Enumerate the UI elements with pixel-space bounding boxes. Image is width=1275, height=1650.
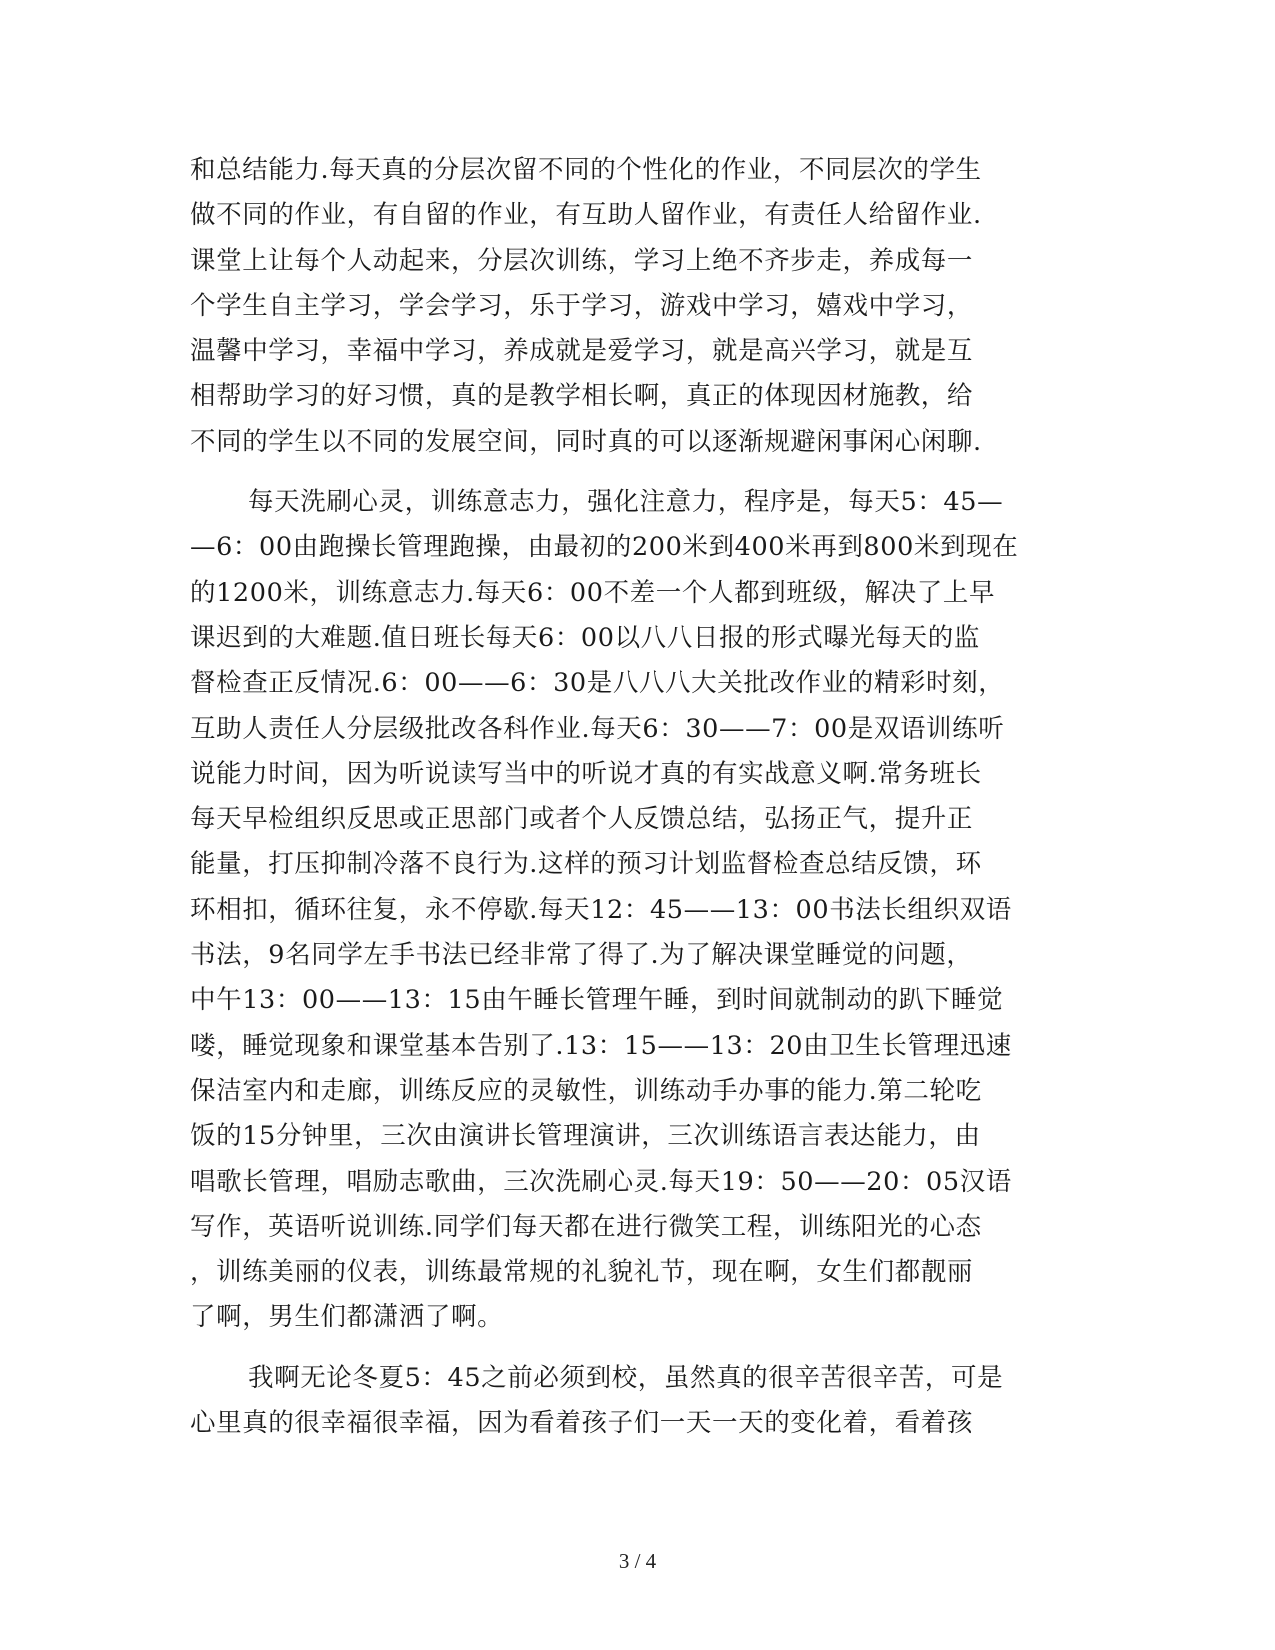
text-line: 饭的15分钟里，三次由演讲长管理演讲，三次训练语言表达能力，由 (190, 1121, 981, 1152)
text-line: 心里真的很幸福很幸福，因为看着孩子们一天一天的变化着，看着孩 (190, 1408, 974, 1439)
text-line: 互助人责任人分层级批改各科作业.每天6：30——7：00是双语训练听 (190, 713, 1005, 744)
paragraph-spacer (190, 465, 1070, 480)
text-line: 了啊，男生们都潇洒了啊。 (190, 1302, 504, 1333)
text-line: 做不同的作业，有自留的作业，有互助人留作业，有责任人给留作业. (190, 200, 982, 231)
body-text (190, 148, 1070, 1446)
text-line: 每天洗刷心灵，训练意志力，强化注意力，程序是，每天5：45— (248, 487, 1004, 518)
text-line: 不同的学生以不同的发展空间，同时真的可以逐渐规避闲事闲心闲聊. (190, 426, 982, 457)
text-line: 书法，9名同学左手书法已经非常了得了.为了解决课堂睡觉的问题， (190, 940, 973, 971)
text-line: —6：00由跑操长管理跑操，由最初的200米到400米再到800米到现在 (190, 532, 1019, 563)
text-line: 写作，英语听说训练.同学们每天都在进行微笑工程，训练阳光的心态 (190, 1211, 982, 1242)
text-line: 督检查正反情况.6：00——6：30是八八八大关批改作业的精彩时刻， (190, 668, 1005, 699)
text-line: 温馨中学习，幸福中学习，养成就是爱学习，就是高兴学习，就是互 (190, 336, 974, 367)
text-line: 我啊无论冬夏5：45之前必须到校，虽然真的很辛苦很辛苦，可是 (248, 1362, 1004, 1393)
text-line: 每天早检组织反思或正思部门或者个人反馈总结，弘扬正气，提升正 (190, 804, 974, 835)
paragraph-3 (190, 1356, 1070, 1447)
text-line: 环相扣，循环往复，永不停歇.每天12：45——13：00书法长组织双语 (190, 894, 1012, 925)
text-line: 课迟到的大难题.值日班长每天6：00以八八日报的形式曝光每天的监 (190, 622, 980, 653)
text-line: 个学生自主学习，学会学习，乐于学习，游戏中学习，嬉戏中学习， (190, 290, 974, 321)
text-line: 的1200米，训练意志力.每天6：00不差一个人都到班级，解决了上早 (190, 577, 996, 608)
paragraph-1 (190, 148, 1070, 465)
paragraph-spacer (190, 1341, 1070, 1356)
text-line: 相帮助学习的好习惯，真的是教学相长啊，真正的体现因材施教，给 (190, 381, 974, 412)
text-line: 唱歌长管理，唱励志歌曲，三次洗刷心灵.每天19：50——20：05汉语 (190, 1166, 1012, 1197)
text-line: 能量，打压抑制冷落不良行为.这样的预习计划监督检查总结反馈，环 (190, 849, 982, 880)
text-line: 说能力时间，因为听说读写当中的听说才真的有实战意义啊.常务班长 (190, 758, 982, 789)
text-line: 中午13：00——13：15由午睡长管理午睡，到时间就制动的趴下睡觉 (190, 985, 1004, 1016)
text-line: 喽，睡觉现象和课堂基本告别了.13：15——13：20由卫生长管理迅速 (190, 1030, 1012, 1061)
text-line: 和总结能力.每天真的分层次留不同的个性化的作业，不同层次的学生 (190, 155, 982, 185)
text-line: 课堂上让每个人动起来，分层次训练，学习上绝不齐步走，养成每一 (190, 245, 974, 276)
text-line: 保洁室内和走廊，训练反应的灵敏性，训练动手办事的能力.第二轮吃 (190, 1075, 982, 1106)
text-line: ，训练美丽的仪表，训练最常规的礼貌礼节，现在啊，女生们都靓丽 (190, 1257, 974, 1288)
paragraph-2 (190, 480, 1070, 1341)
page-number: 3 / 4 (618, 1549, 657, 1573)
